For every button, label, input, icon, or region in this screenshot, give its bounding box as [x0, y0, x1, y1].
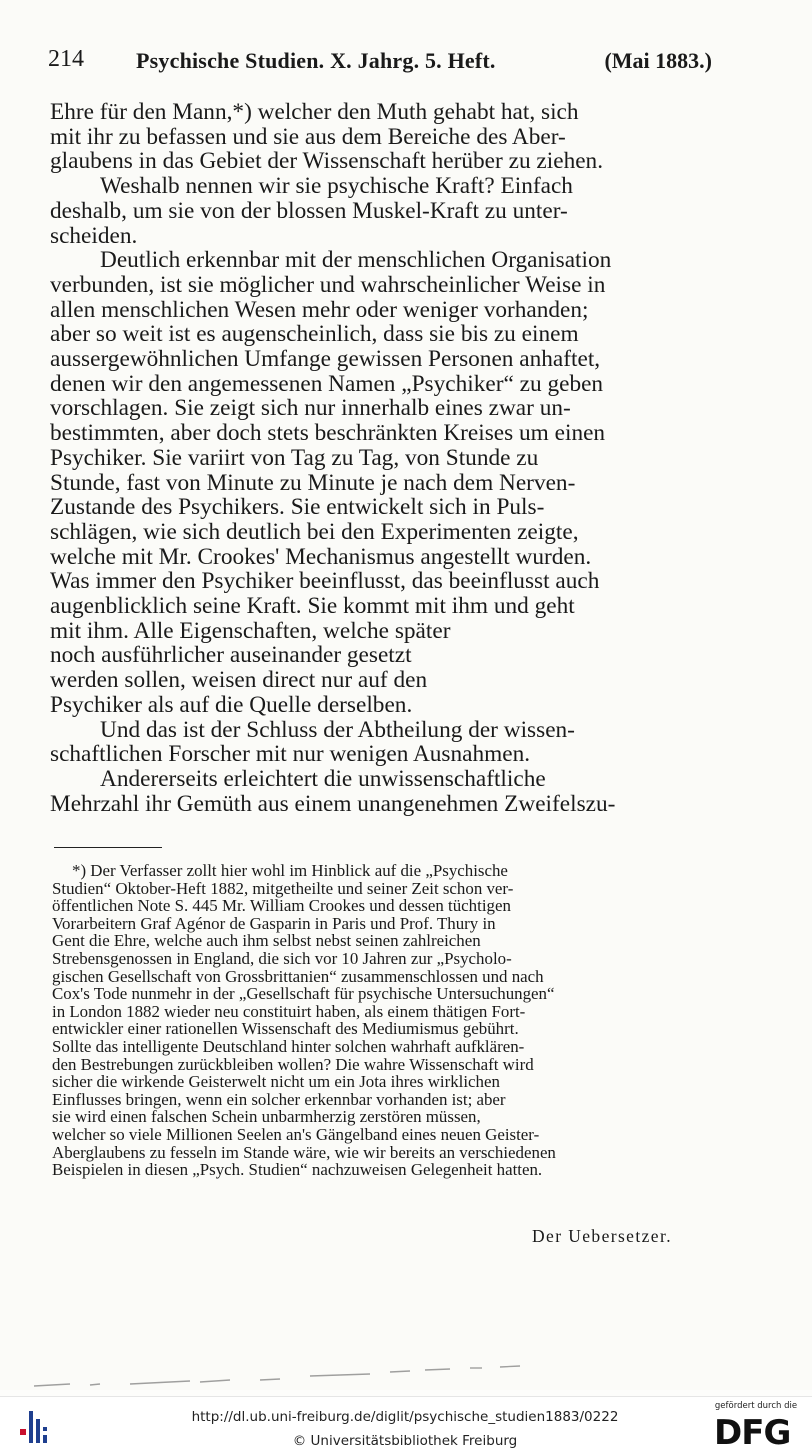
page-number: 214 [48, 46, 84, 72]
footnote-line: Studien“ Oktober-Heft 1882, mitgetheilte und seiner Zeit schon ver- [52, 878, 514, 898]
text-line: Weshalb nennen wir sie psychische Kraft? Einfach [100, 173, 573, 200]
paragraph-5 [50, 767, 712, 816]
text-line: werden sollen, weisen direct nur auf den [50, 667, 428, 694]
text-line: mit ihm. Alle Eigenschaften, welche später [50, 617, 451, 644]
text-line: verbunden, ist sie möglicher und wahrscheinlicher Weise in [50, 271, 606, 298]
page-header [48, 46, 712, 78]
footnote-line: gischen Gesellschaft von Grossbrittanien“ zusammenschlossen und nach [52, 966, 544, 986]
translator-signature: Der Uebersetzer. [532, 1226, 672, 1246]
scan-artifact [30, 1360, 530, 1390]
footnote-text [52, 862, 712, 1179]
text-line: vorschlagen. Sie zeigt sich nur innerhalb eines zwar un- [50, 395, 571, 422]
dfg-logo [710, 1401, 802, 1453]
text-line: Und das ist der Schluss der Abtheilung der wissen- [100, 716, 575, 743]
footnote-line: Einflusses bringen, wenn ein solcher erkennbar vorhanden ist; aber [52, 1089, 506, 1109]
text-line: augenblicklich seine Kraft. Sie kommt mit ihm und geht [50, 593, 575, 620]
footnote-line: sie wird einen falschen Schein unbarmherzig zerstören müssen, [52, 1107, 481, 1127]
text-line: welche mit Mr. Crookes' Mechanismus angestellt wurden. [50, 543, 592, 570]
text-line: schaftlichen Forscher mit nur wenigen Ausnahmen. [50, 741, 531, 768]
footnote-line: entwickler einer rationellen Wissenschaft des Mediumismus gebührt. [52, 1019, 519, 1039]
footnote-line: Strebensgenossen in England, die sich vor 10 Jahren zur „Psycholo- [52, 948, 512, 968]
university-library-logo-icon [16, 1405, 54, 1447]
text-line: Stunde, fast von Minute zu Minute je nach dem Nerven- [50, 469, 576, 496]
footnote-line: sicher die wirkende Geisterwelt nicht um ein Jota ihres wirklichen [52, 1072, 500, 1092]
text-line: schlägen, wie sich deutlich bei den Experimenten zeigte, [50, 518, 579, 545]
footnote-divider [54, 847, 162, 848]
footnote-line: welcher so viele Millionen Seelen an's Gängelband eines neuen Geister- [52, 1124, 540, 1144]
text-line: Psychiker als auf die Quelle derselben. [50, 691, 413, 718]
footnote-line: den Bestrebungen zurückbleiben wollen? Die wahre Wissenschaft wird [52, 1054, 534, 1074]
text-line: denen wir den angemessenen Namen „Psychiker“ zu geben [50, 370, 604, 397]
text-line: Andererseits erleichtert die unwissenschaftliche [100, 765, 546, 792]
text-line: Mehrzahl ihr Gemüth aus einem unangenehmen Zweifelszu- [50, 790, 616, 817]
issue-date: (Mai 1883.) [604, 48, 712, 73]
footnote [52, 861, 712, 1246]
dfg-wordmark: DFG [714, 1413, 791, 1453]
text-line: Was immer den Psychiker beeinflusst, das beeinflusst auch [50, 568, 600, 595]
footnote-line: Vorarbeitern Graf Agénor de Gasparin in Paris und Prof. Thury in [52, 913, 496, 933]
footnote-line: Sollte das intelligente Deutschland hinter solchen wahrhaft aufklären- [52, 1036, 525, 1056]
paragraph-4 [50, 718, 712, 767]
text-line: allen menschlichen Wesen mehr oder weniger vorhanden; [50, 296, 589, 323]
text-line: noch ausführlicher auseinander gesetzt [50, 642, 412, 669]
copyright-notice: © Universitätsbibliothek Freiburg [292, 1433, 518, 1449]
running-title: Psychische Studien. X. Jahrg. 5. Heft. [136, 48, 496, 73]
text-line: Deutlich erkennbar mit der menschlichen Organisation [100, 247, 612, 274]
text-line: scheiden. [50, 222, 138, 249]
text-line: bestimmten, aber doch stets beschränkten Kreises um einen [50, 420, 606, 447]
text-line: mit ihr zu befassen und sie aus dem Bereiche des Aber- [50, 123, 566, 150]
footnote-line: Aberglaubens zu fesseln im Stande wäre, wie wir bereits an verschiedenen [52, 1142, 556, 1162]
text-line: Ehre für den Mann,*) welcher den Muth gehabt hat, sich [50, 99, 579, 125]
text-line: Psychiker. Sie variirt von Tag zu Tag, von Stunde zu [50, 444, 539, 471]
text-line: aussergewöhnlichen Umfange gewissen Personen anhaftet, [50, 346, 601, 373]
paragraph-1 [50, 100, 712, 174]
viewer-footer [0, 1396, 812, 1455]
text-line: aber so weit ist es augenscheinlich, dass sie bis zu einem [50, 321, 579, 348]
footnote-line: *) Der Verfasser zollt hier wohl im Hinblick auf die „Psychische [72, 861, 508, 880]
footnote-line: Gent die Ehre, welche auch ihm selbst nebst seinen zahlreichen [52, 931, 481, 951]
footnote-line: Cox's Tode nunmehr in der „Gesellschaft für psychische Untersuchungen“ [52, 984, 555, 1004]
text-line: Zustande des Psychikers. Sie entwickelt sich in Puls- [50, 494, 545, 521]
footnote-line: Beispielen in diesen „Psych. Studien“ nachzuweisen Gelegenheit hatten. [52, 1160, 543, 1180]
main-text [50, 100, 712, 816]
text-line: deshalb, um sie von der blossen Muskel-Kraft zu unter- [50, 197, 568, 224]
text-line: glaubens in das Gebiet der Wissenschaft herüber zu ziehen. [50, 148, 604, 175]
dfg-caption: gefördert durch die [714, 1401, 798, 1411]
footnote-line: in London 1882 wieder neu constituirt haben, als einem thätigen Fort- [52, 1001, 526, 1021]
paragraph-2 [50, 174, 712, 248]
footnote-line: öffentlichen Note S. 445 Mr. William Crookes und dessen tüchtigen [52, 896, 511, 916]
document-url-link[interactable]: http://dl.ub.uni-freiburg.de/diglit/psychische_studien1883/0222 [191, 1409, 619, 1425]
paragraph-3 [50, 248, 712, 717]
